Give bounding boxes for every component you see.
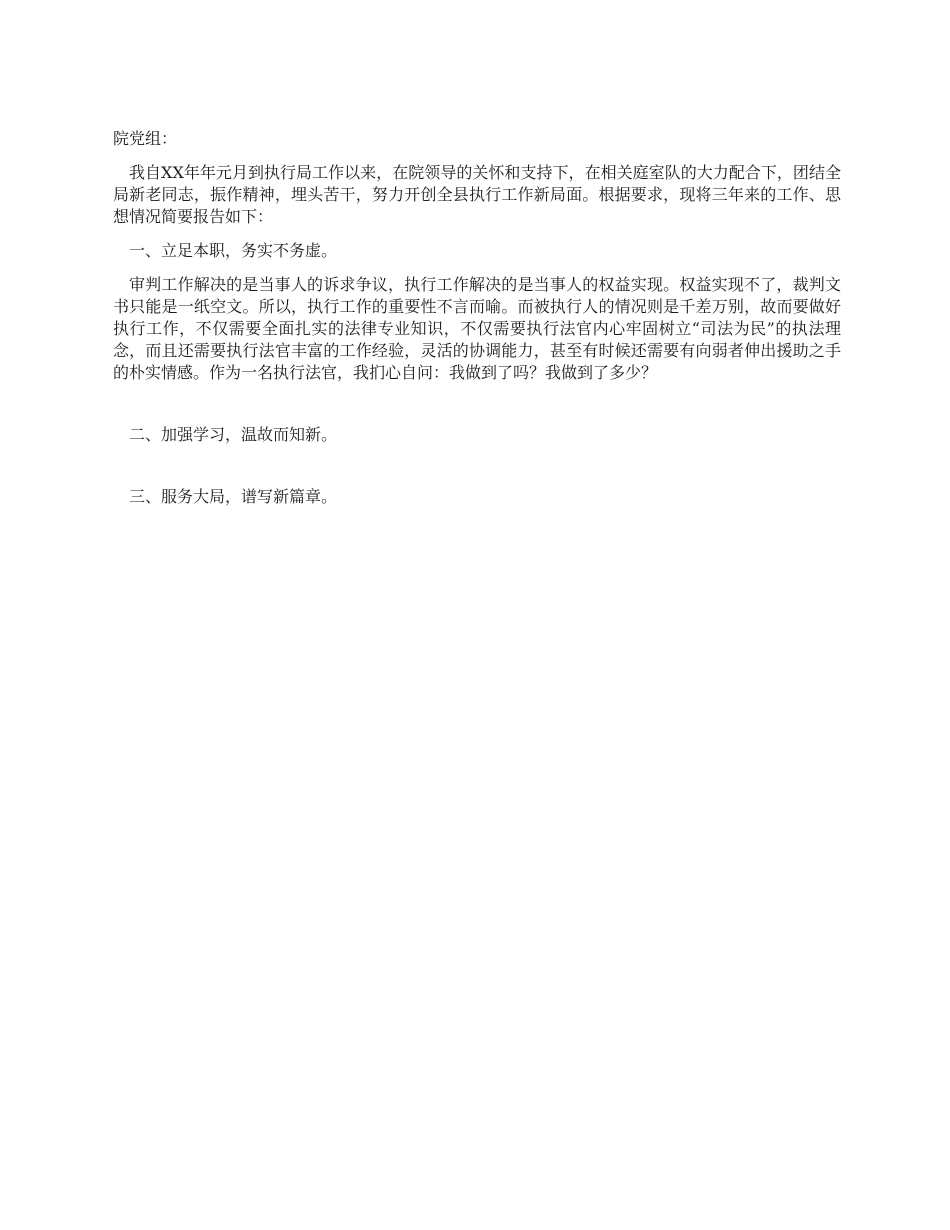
section-heading-1: 一、立足本职，务实不务虚。: [129, 241, 338, 260]
intro-paragraph: 我自XX年年元月到执行局工作以来，在院领导的关怀和支持下，在相关庭室队的大力配合下，团结全局新老同志，振作精神，埋头苦干，努力开创全县执行工作新局面。根据要求，现将三年来的工作、思想情况简要报告如下：: [113, 163, 841, 226]
section-heading-2: 二、加强学习，温故而知新。: [129, 425, 338, 444]
document-body: [113, 128, 841, 520]
salutation: 院党组：: [113, 129, 178, 148]
section-heading-3: 三、服务大局，谱写新篇章。: [129, 487, 338, 506]
section-body-1: 审判工作解决的是当事人的诉求争议，执行工作解决的是当事人的权益实现。权益实现不了，裁判文书只能是一纸空文。所以，执行工作的重要性不言而喻。而被执行人的情况则是千差万别，故而要做好执行工作，不仅需要全面扎实的法律专业知识，不仅需要执行法官内心牢固树立“司法为民”的执法理念，而且还需要执行法官丰富的工作经验，灵活的协调能力，甚至有时候还需要有向弱者伸出援助之手的朴实情感。作为一名执行法官，我扪心自问：我做到了吗？我做到了多少？: [113, 275, 841, 382]
